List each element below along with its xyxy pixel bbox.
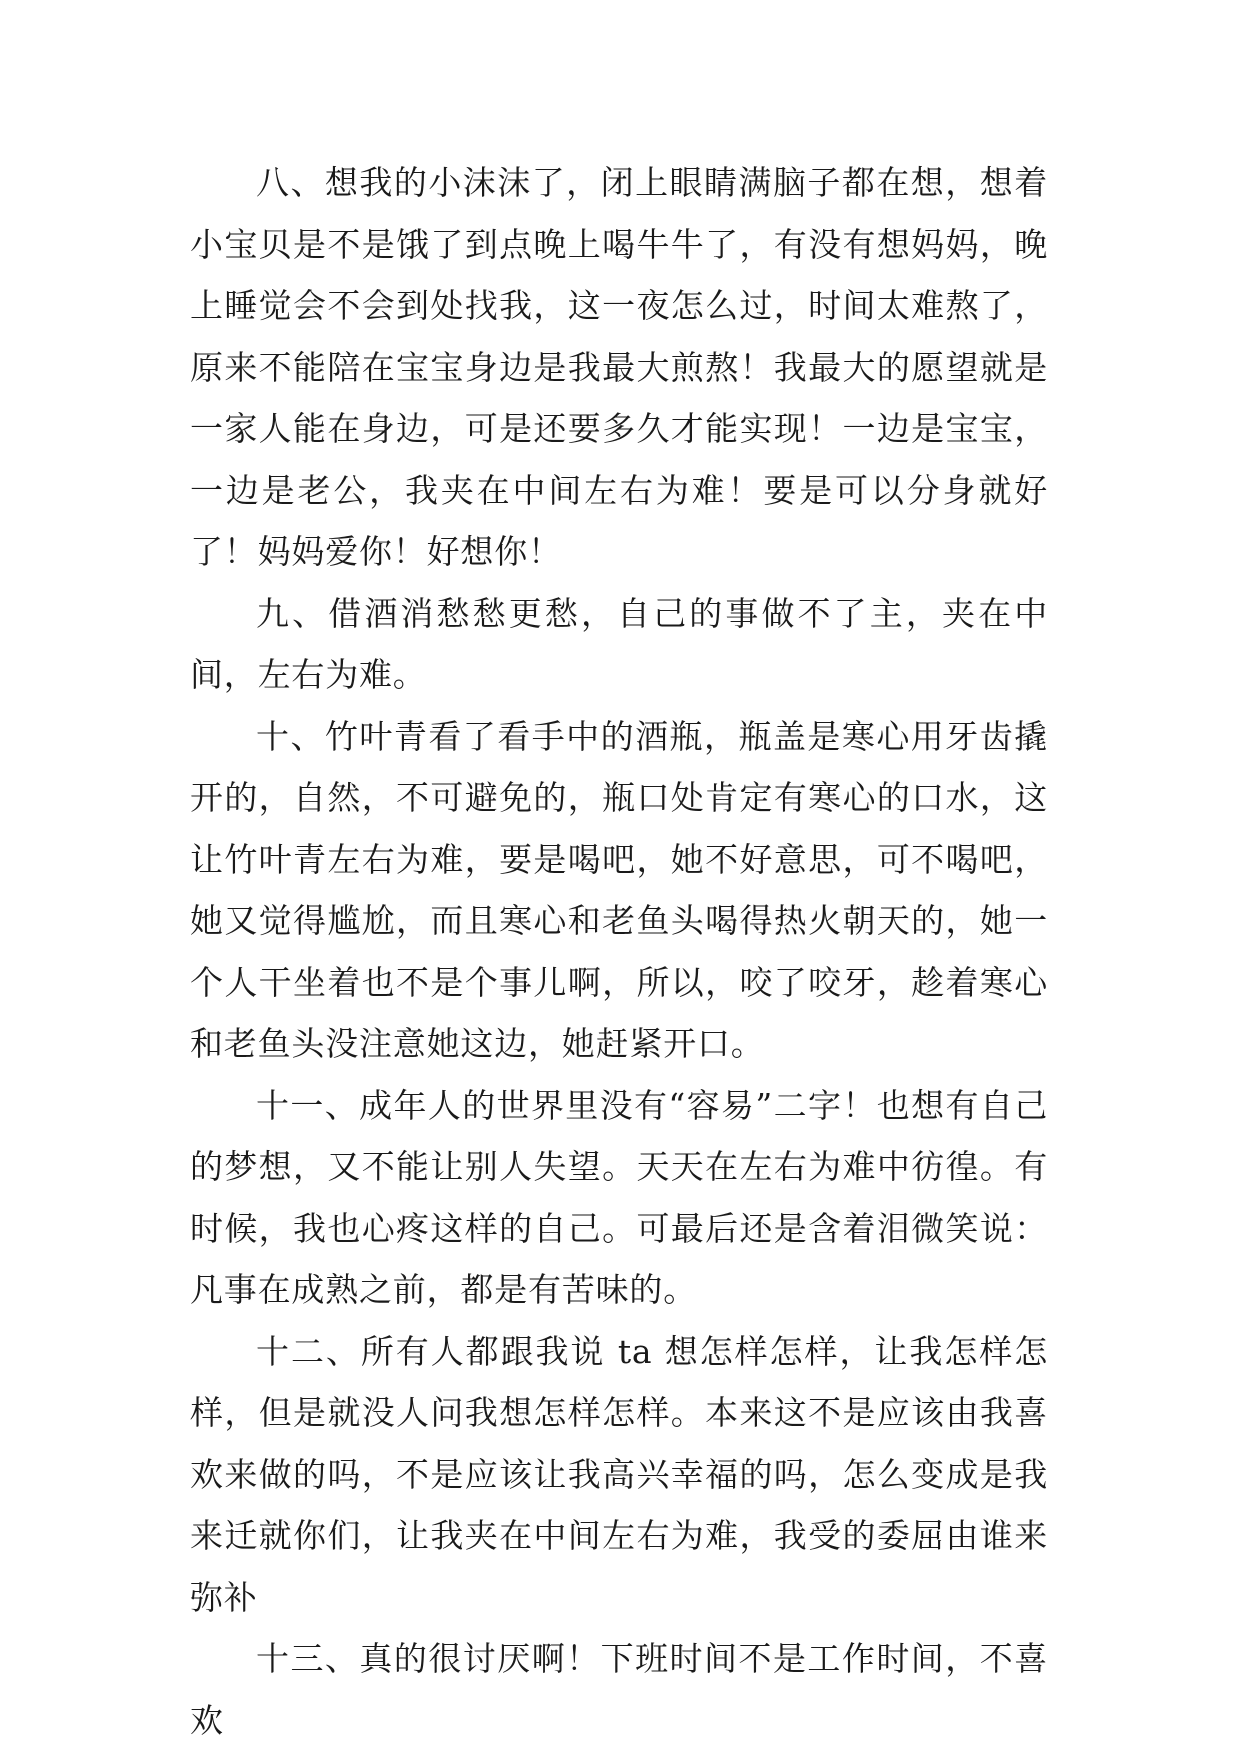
paragraph-8: 八、想我的小沫沫了，闭上眼睛满脑子都在想，想着小宝贝是不是饿了到点晚上喝牛牛了，有没有想妈妈，晚上睡觉会不会到处找我，这一夜怎么过，时间太难熬了，原来不能陪在宝宝身边是我最大煎熬！我最大的愿望就是一家人能在身边，可是还要多久才能实现！一边是宝宝，一边是老公，我夹在中间左右为难！要是可以分身就好了！妈妈爱你！好想你！ (190, 163, 1048, 571)
paragraph-12: 十二、所有人都跟我说 ta 想怎样怎样，让我怎样怎样，但是就没人问我想怎样怎样。本来这不是应该由我喜欢来做的吗，不是应该让我高兴幸福的吗，怎么变成是我来迁就你们，让我夹在中间左右为难，我受的委屈由谁来弥补 (190, 1331, 1048, 1617)
paragraph-9: 九、借酒消愁愁更愁，自己的事做不了主，夹在中间，左右为难。 (190, 593, 1048, 694)
document-body (190, 152, 1048, 1751)
paragraph-11: 十一、成年人的世界里没有“容易”二字！也想有自己的梦想，又不能让别人失望。天天在左右为难中彷徨。有时候，我也心疼这样的自己。可最后还是含着泪微笑说：凡事在成熟之前，都是有苦味的。 (190, 1085, 1048, 1309)
paragraph-13: 十三、真的很讨厌啊！下班时间不是工作时间，不喜欢 (190, 1639, 1048, 1740)
paragraph-10: 十、竹叶青看了看手中的酒瓶，瓶盖是寒心用牙齿撬开的，自然，不可避免的，瓶口处肯定有寒心的口水，这让竹叶青左右为难，要是喝吧，她不好意思，可不喝吧，她又觉得尴尬，而且寒心和老鱼头喝得热火朝天的，她一个人干坐着也不是个事儿啊，所以，咬了咬牙，趁着寒心和老鱼头没注意她这边，她赶紧开口。 (190, 716, 1048, 1063)
